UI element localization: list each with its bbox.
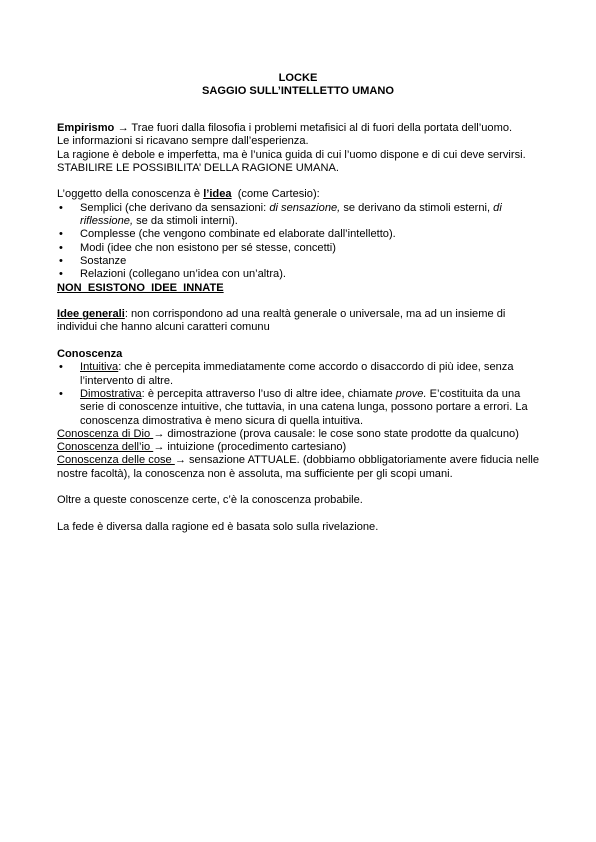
oggetto-intro [57,188,541,201]
empirismo-line-4: STABILIRE LE POSSIBILITA’ DELLA RAGIONE UMANA. [57,161,339,174]
innate-statement: NON ESISTONO IDEE INNATE [57,281,224,294]
bullet-icon: • [59,241,63,254]
conoscenza-io: Conoscenza dell’io → intuizione (procedimento cartesiano) [57,441,347,454]
empirismo-text: Trae fuori dalla filosofia i problemi metafisici al di fuori della portata dell’uomo. [128,122,513,134]
conoscenza-dio: Conoscenza di Dio → dimostrazione (prova causale: le cose sono state prodotte da qualcuno) [57,427,519,440]
list-item: • Relazioni (collegano un’idea con un’altra). [59,268,286,281]
oggetto-tail: (come Cartesio): [231,188,320,201]
bullet-icon: • [59,201,63,214]
empirismo-line-3: La ragione è debole e imperfetta, ma è l’unica guida di cui l’uomo dispone e di cui deve servirsi. [57,148,526,161]
bullet-icon: • [59,387,63,400]
idee-list [57,202,541,282]
dimostrativa-term: Dimostrativa [80,387,142,400]
list-item: • Dimostrativa: è percepita attraverso l’uso di altre idee, chiamate prove. E’costituita da una serie di conoscenze intuitive, che tuttavia, in una catena lunga, possono portare a errori. La conoscenza dimostrativa è meno sicura di quella intuitiva. [59,387,528,427]
intuitiva-term: Intuitiva [80,361,119,374]
oggetto-term: l’idea [203,188,232,201]
bullet-icon: • [59,254,63,267]
list-item: • Intuitiva: che è percepita immediatamente come accordo o disaccordo di più idee, senza l’intervento di altre. [59,361,514,387]
oggetto-lead: L’oggetto della conoscenza è [57,188,204,201]
idee-generali-paragraph: Idee generali: non corrispondono ad una realtà generale o universale, ma ad un insieme di individui che hanno alcuni caratteri comunu [57,308,506,334]
list-item: • Sostanze [59,254,127,267]
document-body [57,122,541,534]
list-item: • Modi (idee che non esistono per sé stesse, concetti) [59,241,336,254]
probabile-paragraph: Oltre a queste conoscenze certe, c’è la conoscenza probabile. [57,494,363,507]
list-item: • Complesse (che vengono combinate ed elaborate dall’intelletto). [59,228,396,241]
empirismo-term: Empirismo [57,122,115,134]
list-item: • Semplici (che derivano da sensazioni: di sensazione, se derivano da stimoli esterni, di riflessione, se da stimoli interni). [59,201,502,228]
conoscenza-cose: Conoscenza delle cose → sensazione ATTUALE. (dobbiamo obbligatoriamente avere fiducia nelle nostre facoltà), la conoscenza non è assoluta, ma sufficiente per gli scopi umani. [57,454,540,480]
bullet-icon: • [59,228,63,241]
idee-generali-term: Idee generali [57,308,125,321]
empirismo-paragraph [57,122,541,135]
document-title: LOCKE [278,72,318,84]
arrow-icon: → [117,122,129,134]
bullet-icon: • [59,268,63,281]
bullet-icon: • [59,361,63,374]
document-subtitle: SAGGIO SULL’INTELLETTO UMANO [201,85,395,97]
arrow-icon: → [153,441,165,454]
arrow-icon: → [174,454,186,467]
fede-paragraph: La fede è diversa dalla ragione ed è basata solo sulla rivelazione. [57,520,379,533]
arrow-icon: → [153,427,165,440]
conoscenza-heading: Conoscenza [57,348,123,361]
empirismo-line-2: Le informazioni si ricavano sempre dall’esperienza. [57,135,309,148]
conoscenza-list [57,361,541,427]
